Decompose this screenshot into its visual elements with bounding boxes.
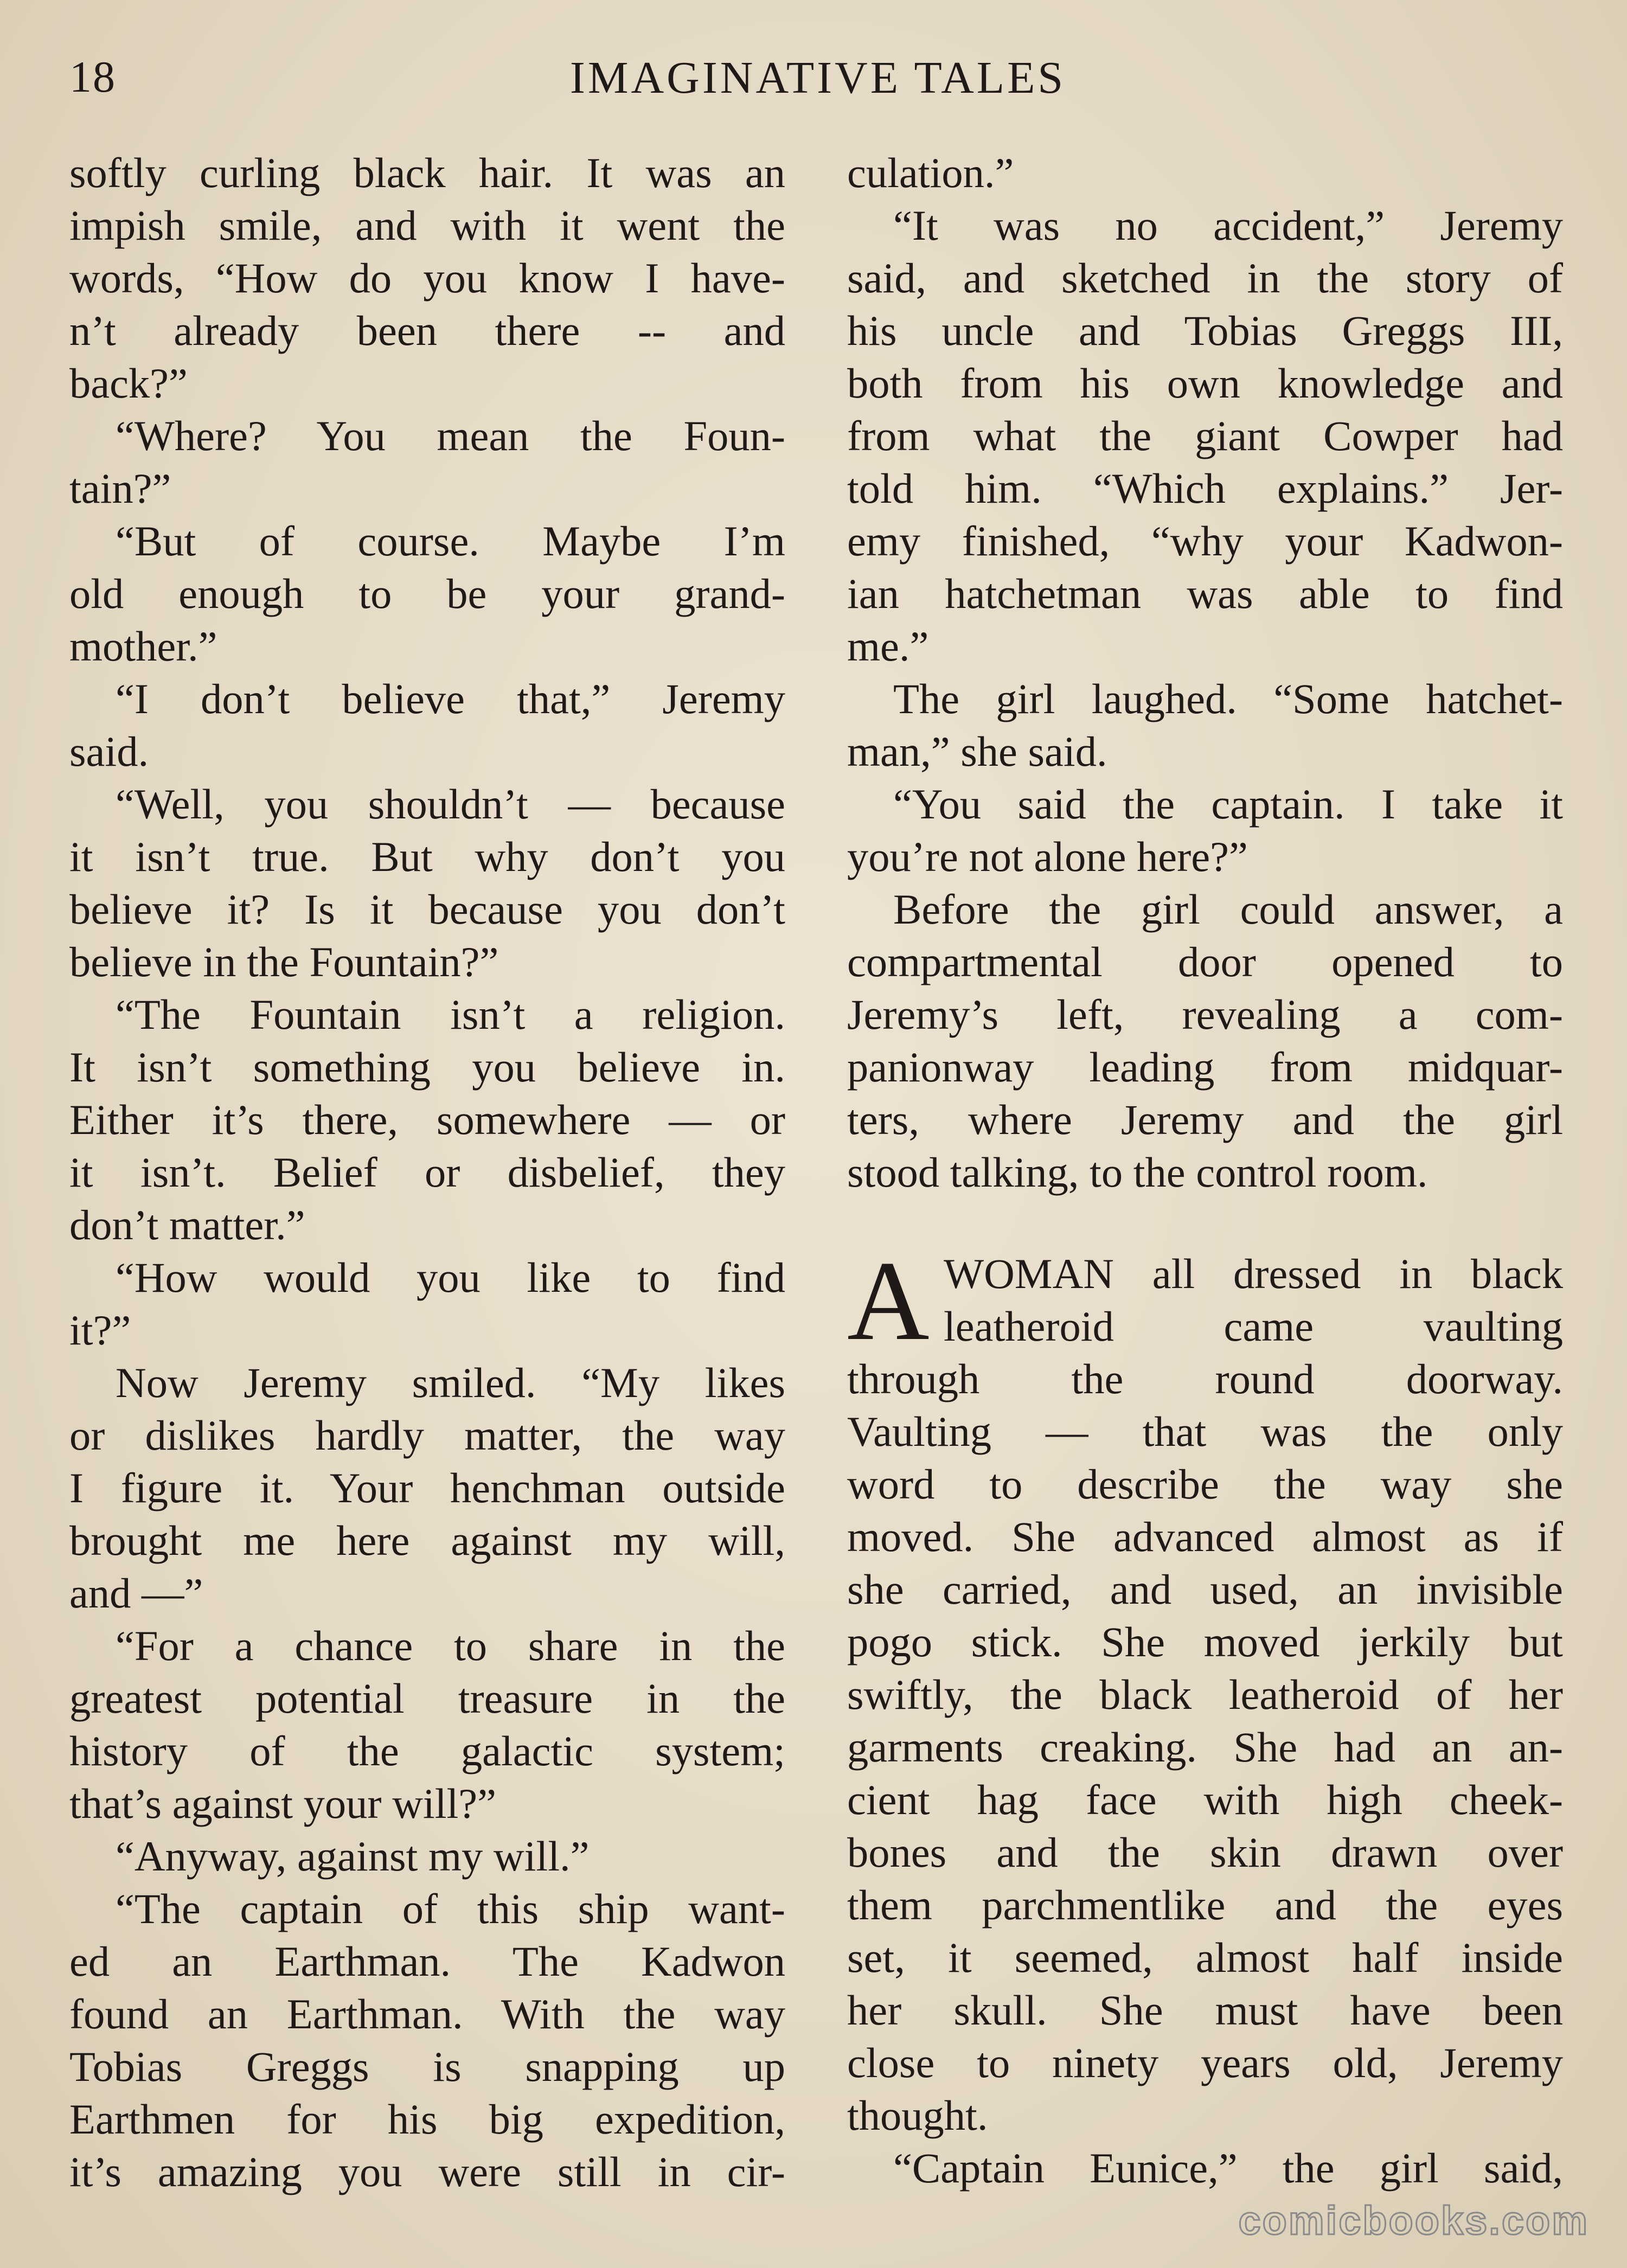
text-line: his uncle and Tobias Greggs III, — [847, 307, 1563, 354]
text-line: “For a chance to share in the — [116, 1622, 785, 1669]
text-line: “The Fountain isn’t a religion. — [116, 991, 785, 1038]
text-line: ters, where Jeremy and the girl — [847, 1096, 1563, 1143]
text-line: It isn’t something you believe in. — [69, 1043, 785, 1091]
text-line: said. — [69, 728, 149, 775]
text-line: “Where? You mean the Foun- — [116, 412, 785, 459]
text-line: brought me here against my will, — [69, 1517, 785, 1564]
text-line: bones and the skin drawn over — [847, 1829, 1563, 1876]
right-column-top-text — [847, 146, 1563, 1199]
text-line: “You said the captain. I take it — [893, 780, 1563, 828]
text-line: Before the girl could answer, a — [893, 886, 1563, 933]
text-line: “I don’t believe that,” Jeremy — [116, 675, 785, 722]
text-line: The girl laughed. “Some hatchet- — [893, 675, 1563, 722]
text-line: softly curling black hair. It was an — [69, 149, 785, 196]
text-line: that’s against your will?” — [69, 1780, 496, 1827]
text-line: culation.” — [847, 149, 1014, 196]
text-line: tain?” — [69, 465, 171, 512]
page-header — [69, 52, 1566, 111]
text-line: you’re not alone here?” — [847, 833, 1248, 880]
text-line: Now Jeremy smiled. “My likes — [116, 1359, 785, 1406]
text-line: don’t matter.” — [69, 1201, 305, 1248]
text-line: mother.” — [69, 623, 217, 670]
section-break — [847, 1199, 1563, 1247]
text-line: Earthmen for his big expedition, — [69, 2096, 785, 2143]
text-line: greatest potential treasure in the — [69, 1675, 785, 1722]
text-line: told him. “Which explains.” Jer- — [847, 465, 1563, 512]
text-line: “How would you like to find — [116, 1254, 785, 1301]
text-line: she carried, and used, an invisible — [847, 1566, 1563, 1613]
text-line: “It was no accident,” Jeremy — [893, 202, 1563, 249]
text-line: compartmental door opened to — [847, 938, 1563, 985]
text-line: Vaulting — that was the only — [847, 1408, 1563, 1455]
text-line: believe in the Fountain?” — [69, 938, 499, 985]
text-line: them parchmentlike and the eyes — [847, 1881, 1563, 1929]
text-line: thought. — [847, 2092, 988, 2139]
text-line: I figure it. Your henchman outside — [69, 1464, 785, 1511]
text-line: close to ninety years old, Jeremy — [847, 2039, 1563, 2086]
text-line: back?” — [69, 360, 188, 407]
text-line: it isn’t true. But why don’t you — [69, 833, 785, 880]
text-line: n’t already been there -- and — [69, 307, 785, 354]
watermark-logo: comicbooks.com — [1238, 2198, 1589, 2243]
text-line: ed an Earthman. The Kadwon — [69, 1938, 785, 1985]
text-line: word to describe the way she — [847, 1460, 1563, 1508]
text-line: “Anyway, against my will.” — [116, 1833, 590, 1880]
page-number: 18 — [69, 52, 116, 101]
running-head: IMAGINATIVE TALES — [569, 53, 1066, 103]
drop-cap-paragraph — [847, 1238, 1563, 1364]
text-line: said, and sketched in the story of — [847, 254, 1563, 302]
text-line: me.” — [847, 623, 929, 670]
text-line: through the round doorway. — [847, 1355, 1563, 1402]
text-line: it?” — [69, 1306, 131, 1354]
text-line: impish smile, and with it went the — [69, 202, 785, 249]
left-column — [69, 146, 785, 2198]
text-line: moved. She advanced almost as if — [847, 1513, 1563, 1560]
text-line: garments creaking. She had an an- — [847, 1724, 1563, 1771]
right-column — [847, 146, 1563, 2194]
text-line: and —” — [69, 1569, 203, 1617]
drop-cap-lines — [847, 1238, 1563, 1364]
text-line: Tobias Greggs is snapping up — [69, 2043, 785, 2090]
text-line: old enough to be your grand- — [69, 570, 785, 617]
text-line: both from his own knowledge and — [847, 360, 1563, 407]
text-line: leatheroid came vaulting — [944, 1303, 1563, 1350]
text-line: history of the galactic system; — [69, 1727, 785, 1774]
text-line: “Well, you shouldn’t — because — [116, 780, 785, 828]
text-line: Either it’s there, somewhere — or — [69, 1096, 785, 1143]
text-line: panionway leading from midquar- — [847, 1043, 1563, 1091]
text-line: pogo stick. She moved jerkily but — [847, 1618, 1563, 1665]
right-column-bottom-text — [847, 1353, 1563, 2194]
text-line: stood talking, to the control room. — [847, 1149, 1428, 1196]
text-line: man,” she said. — [847, 728, 1107, 775]
text-line: “But of course. Maybe I’m — [116, 517, 785, 565]
text-line: found an Earthman. With the way — [69, 1990, 785, 2038]
text-line: or dislikes hardly matter, the way — [69, 1412, 785, 1459]
text-line: “The captain of this ship want- — [116, 1885, 785, 1932]
text-line: swiftly, the black leatheroid of her — [847, 1671, 1563, 1718]
text-line: set, it seemed, almost half inside — [847, 1934, 1563, 1981]
text-line: believe it? Is it because you don’t — [69, 886, 785, 933]
text-line: WOMAN all dressed in black — [944, 1250, 1563, 1297]
text-line: “Captain Eunice,” the girl said, — [893, 2144, 1563, 2192]
text-line: emy finished, “why your Kadwon- — [847, 517, 1563, 565]
text-line: it’s amazing you were still in cir- — [69, 2148, 785, 2195]
text-line: ian hatchetman was able to find — [847, 570, 1563, 617]
text-line: cient hag face with high cheek- — [847, 1776, 1563, 1823]
drop-cap: A — [847, 1238, 930, 1364]
text-line: it isn’t. Belief or disbelief, they — [69, 1149, 785, 1196]
text-line: Jeremy’s left, revealing a com- — [847, 991, 1563, 1038]
text-line: words, “How do you know I have- — [69, 254, 785, 302]
text-line: from what the giant Cowper had — [847, 412, 1563, 459]
text-line: her skull. She must have been — [847, 1987, 1563, 2034]
